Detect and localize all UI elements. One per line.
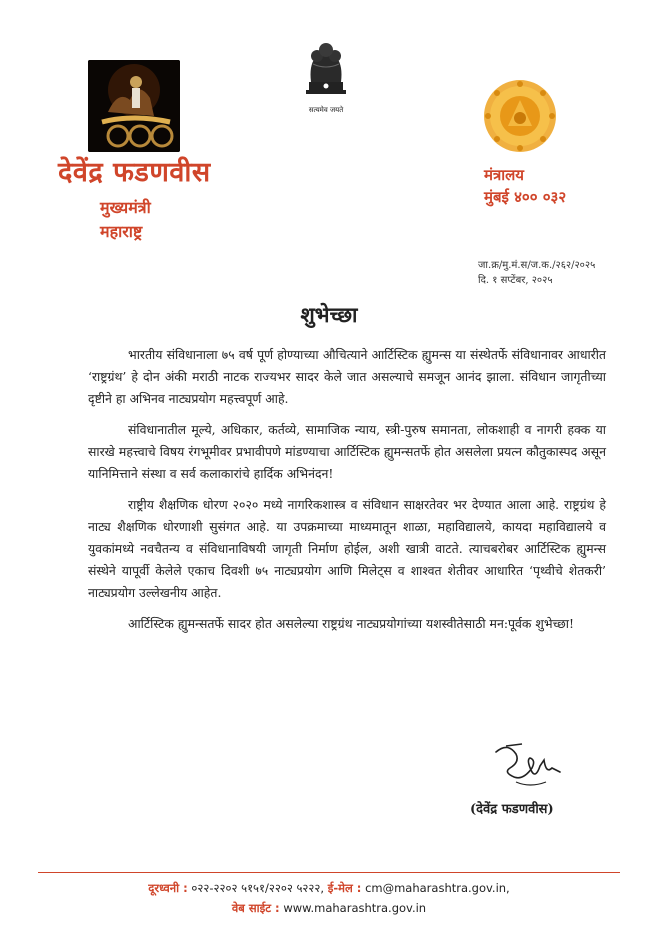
office-address	[484, 164, 566, 208]
footer-contact	[0, 881, 658, 896]
emblem-motto: सत्यमेव जयते	[308, 106, 344, 114]
website-link[interactable]: www.maharashtra.gov.in	[283, 901, 427, 915]
reference-number: जा.क्र/मु.मं.स/ज.क./२६२/२०२५	[478, 260, 596, 271]
designation-line-2: महाराष्ट्र	[100, 222, 143, 241]
email-label: ई-मेल :	[327, 881, 362, 895]
email-link[interactable]: cm@maharashtra.gov.in,	[365, 881, 510, 895]
letter-heading: शुभेच्छा	[300, 302, 358, 327]
signature	[486, 738, 566, 794]
national-emblem	[293, 38, 359, 115]
maharashtra-seal	[482, 78, 558, 154]
handwritten-signature	[486, 738, 566, 794]
punyashlok-logo	[88, 60, 180, 152]
reference-block	[478, 258, 595, 288]
phone-value: ०२२-२२०२ ५१५१/२२०२ ५२२२,	[191, 881, 325, 895]
website-label: वेब साईट :	[231, 901, 280, 915]
minister-name: देवेंद्र फडणवीस	[58, 157, 211, 188]
office-line-2: मुंबई ४०० ०३२	[484, 188, 567, 206]
maharashtra-seal-icon	[482, 78, 558, 154]
designation	[100, 196, 151, 244]
paragraph-4: आर्टिस्टिक ह्युमन्सतर्फे सादर होत असलेल्या राष्ट्रग्रंथ नाट्यप्रयोगांच्या यशस्वीतेसाठी मन:पूर्वक शुभेच्छा!	[128, 616, 574, 631]
letter-date: दि. १ सप्टेंबर, २०२५	[478, 275, 553, 286]
ashoka-emblem-icon	[301, 38, 351, 100]
paragraph-3: राष्ट्रीय शैक्षणिक धोरण २०२० मध्ये नागरिकशास्त्र व संविधान साक्षरतेवर भर देण्यात आला आहे. राष्ट्रग्रंथ हे नाट्य शैक्षणिक धोरणाशी सुसंगत आहे. या उपक्रमाच्या माध्यमातून शाळा, महाविद्यालये, कायदा महाविद्यालये व युवकांमध्ये नवचैतन्य व संविधानाविषयी जागृती निर्माण होईल, अशी खात्री वाटते. त्याचबरोबर आर्टिस्टिक ह्युमन्स संस्थेने यापूर्वी केलेले एकाच दिवशी ७५ नाट्यप्रयोग आणि मिलेट्स व शाश्वत शेतीवर आधारित ‘पृथ्वीचे शेतकरी’ नाट्यप्रयोग उल्लेखनीय आहेत.	[88, 497, 606, 600]
paragraph-2: संविधानातील मूल्ये, अधिकार, कर्तव्ये, सामाजिक न्याय, स्त्री-पुरुष समानता, लोकशाही व नागरी हक्क या सारखे महत्त्वाचे विषय रंगभूमीवर प्रभावीपणे मांडण्याचा आर्टिस्टिक ह्युमन्सतर्फे होत असलेला प्रयत्न कौतुकास्पद असून यानिमित्ताने संस्था व सर्व कलाकारांचे हार्दिक अभिनंदन!	[88, 422, 606, 481]
letter-body	[88, 344, 606, 644]
phone-label: दूरध्वनी :	[148, 881, 188, 895]
designation-line-1: मुख्यमंत्री	[100, 198, 151, 217]
signatory-name: (देवेंद्र फडणवीस)	[470, 802, 554, 817]
footer-divider	[38, 872, 620, 873]
paragraph-1: भारतीय संविधानाला ७५ वर्ष पूर्ण होण्याच्या औचित्याने आर्टिस्टिक ह्युमन्स या संस्थेतर्फे संविधानावर आधारीत ‘राष्ट्रग्रंथ’ हे दोन अंकी मराठी नाटक राज्यभर सादर केले जात असल्याचे समजून आनंद झाला. संविधान जागृतीच्या दृष्टीने हा अभिनव नाट्यप्रयोग महत्त्वपूर्ण आहे.	[88, 347, 606, 406]
footer-website	[0, 901, 658, 916]
office-line-1: मंत्रालय	[484, 166, 525, 184]
